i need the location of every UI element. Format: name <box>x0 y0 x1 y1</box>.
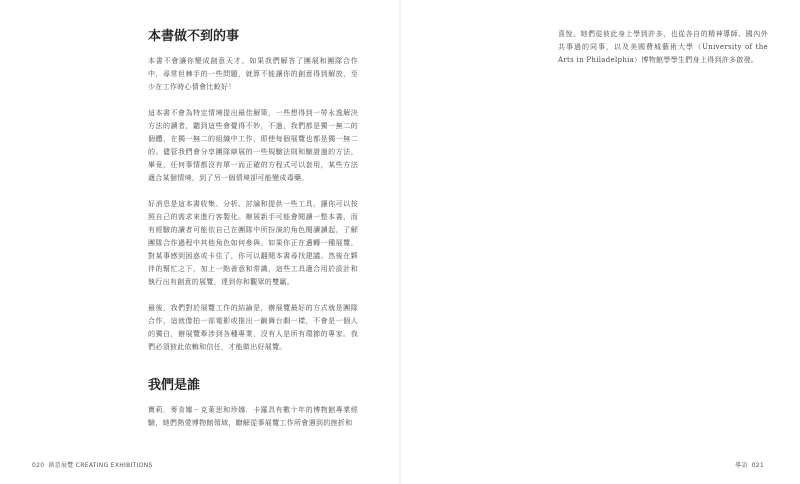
page-number: 020 <box>32 462 45 469</box>
body-paragraph: 好消息是這本書收集、分析、討論和提供一些工具，讓你可以按照自己的需求來進行客製化。辦展新手可能會閱讀一整本書，而有經驗的讀者可能依自己在團隊中所扮演的角色閱讀讀起，了解團隊合作過程中其他角色如何參與。如果你正在邁轉一種展覽，對某事感到困惑或卡住了，你可以翻閱本書尋找建議。然後在夥伴的幫忙之下，加上一點善意和常識，這些工具適合用於設計和執行出有創意的展覽，達到你和觀眾的雙贏。 <box>148 200 358 286</box>
body-paragraph: 最後，我們對於展覽工作的結論是，辦展覽最好的方式就是團隊合作，這就像拍一部電影或推出一齣舞台劇一樣，不會是一個人的獨白，辦展覽牽涉到各種專業，沒有人是所有環節的專家。我們必須彼此依賴和信任，才能做出好展覽。 <box>148 304 358 351</box>
running-head: 創意展覽 CREATING EXHIBITIONS <box>48 462 153 469</box>
page-number: 021 <box>751 462 764 469</box>
right-page-content <box>558 28 768 80</box>
running-head: 導語 <box>735 462 748 469</box>
folio-right <box>735 460 768 469</box>
body-paragraph: 本書不會讓你變成創意天才。如果我們解答了團展和團隊合作中，尋常但棘手的一些問題，就算不能讓你的創意得到解放，至少在工作時心情會比較好！ <box>148 57 358 91</box>
body-paragraph: 寶莉．麥肯娜－克萊思和珍娜．卡羅具有數十年的博物館專業經驗，她們熱愛博物館領域，瞭解從事展覽工作所會遇到的挫折和 <box>148 406 358 427</box>
body-paragraph: 喜悅。她們從彼此身上學到許多，也從各自的精神導師、國內外共事過的同事，以及美國費城藝術大學（University of the Arts in Philadelphia）博物館學學生們身上得到許多啟發。 <box>558 30 768 64</box>
left-page-content <box>148 28 358 443</box>
section-title-who-we-are: 我們是誰 <box>148 378 201 393</box>
body-paragraph: 這本書不會為特定情境提出最佳解策，一些想得到一勞永逸解決方法的讀者，聽到這些會覺得不妙，不過，我們都是獨一無二的個體，在獨一無二的組織中工作，即使每個展覽也都是獨一無二的。儘管我們會分享團隊辯展的一些規驗法則和驗證過的方法，畢竟，任何事情都沒有單一而正確的方程式可以套用，某些方法適合某個情境，到了另一個情境卻可能變成毒藥。 <box>148 109 358 182</box>
section-title-limitations: 本書做不到的事 <box>148 29 240 44</box>
folio-left <box>32 460 157 469</box>
